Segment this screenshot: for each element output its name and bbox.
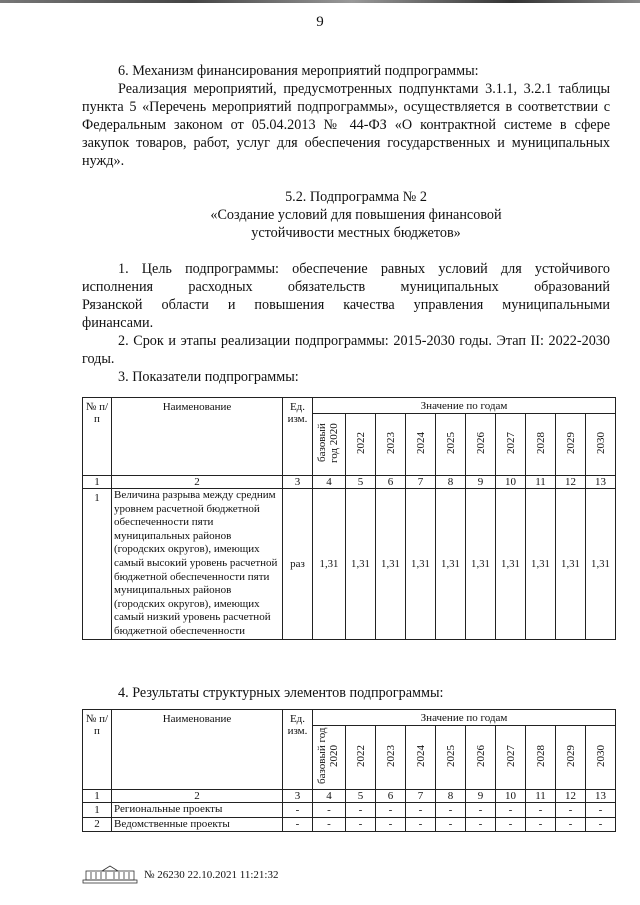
header-year: 2027 xyxy=(496,414,526,476)
header-base-year: базовый год 2020 xyxy=(313,726,346,790)
row-value: 1,31 xyxy=(526,489,556,640)
col-number: 6 xyxy=(376,476,406,489)
subprogram-heading: 5.2. Подпрограмма № 2 xyxy=(285,189,427,205)
header-num: № п/п xyxy=(83,398,112,476)
row-value: - xyxy=(526,803,556,818)
row-unit: - xyxy=(283,817,313,832)
row-value: - xyxy=(376,817,406,832)
row-value: - xyxy=(556,817,586,832)
header-year: 2022 xyxy=(346,414,376,476)
header-name: Наименование xyxy=(112,398,283,476)
registration-id xyxy=(144,869,278,881)
header-name: Наименование xyxy=(112,710,283,790)
subprogram-title-line2: устойчивости местных бюджетов» xyxy=(251,225,461,241)
results-table xyxy=(82,709,616,832)
row-value: - xyxy=(556,803,586,818)
header-year: 2030 xyxy=(586,414,616,476)
row-name: Величина разрыва между средним уровнем расчетной бюджетной обеспеченности пяти муниципальных районов (городских округов), имеющих самый высокий уровень расчетной бюджетной обеспеченности пяти муниципальных районов (городских округов), имеющих самый низкий уровень расчетной бюджетной обеспеченности xyxy=(112,489,283,640)
header-year: 2022 xyxy=(346,726,376,790)
col-number: 12 xyxy=(556,476,586,489)
header-unit: Ед. изм. xyxy=(283,398,313,476)
row-value: - xyxy=(406,803,436,818)
row-value: - xyxy=(376,803,406,818)
row-value: 1,31 xyxy=(313,489,346,640)
row-value: - xyxy=(406,817,436,832)
table-row xyxy=(83,817,616,832)
col-number: 3 xyxy=(283,790,313,803)
row-value: - xyxy=(436,803,466,818)
doc-datetime: 22.10.2021 11:21:32 xyxy=(187,869,279,881)
col-number: 13 xyxy=(586,476,616,489)
col-number: 10 xyxy=(496,790,526,803)
subprogram-title-line1: «Создание условий для повышения финансовой xyxy=(210,207,502,223)
building-stamp-icon xyxy=(82,864,138,887)
header-year: 2024 xyxy=(406,726,436,790)
col-number: 5 xyxy=(346,790,376,803)
row-value: 1,31 xyxy=(346,489,376,640)
header-values-by-year: Значение по годам xyxy=(313,710,616,726)
row-value: - xyxy=(313,817,346,832)
goal-line2: исполнения расходных обязательств муниципальных образований xyxy=(82,279,610,295)
col-number: 9 xyxy=(466,476,496,489)
results-title: 4. Результаты структурных элементов подпрограммы: xyxy=(118,685,444,701)
goal-line1: 1. Цель подпрограммы: обеспечение равных условий для устойчивого xyxy=(118,261,610,277)
col-number: 7 xyxy=(406,476,436,489)
row-value: 1,31 xyxy=(496,489,526,640)
col-number: 2 xyxy=(112,476,283,489)
row-value: - xyxy=(346,817,376,832)
row-value: 1,31 xyxy=(586,489,616,640)
row-value: - xyxy=(496,817,526,832)
header-year: 2026 xyxy=(466,726,496,790)
row-num: 1 xyxy=(83,489,112,640)
indicators-title: 3. Показатели подпрограммы: xyxy=(118,369,299,385)
row-value: 1,31 xyxy=(466,489,496,640)
row-value: 1,31 xyxy=(436,489,466,640)
section6-body: Реализация мероприятий, предусмотренных подпунктами 3.1.1, 3.2.1 таблицы пункта 5 «Перечень мероприятий подпрограммы», осуществляется в соответствии с Федеральным законом от 05.04.2013 № 44-ФЗ «О контрактной системе в сфере закупок товаров, работ, услуг для обеспечения государственных и муниципальных нужд». xyxy=(82,81,610,169)
col-number: 5 xyxy=(346,476,376,489)
goal-line4: финансами. xyxy=(82,315,154,331)
row-value: - xyxy=(346,803,376,818)
row-num: 1 xyxy=(83,803,112,818)
header-year: 2026 xyxy=(466,414,496,476)
header-year: 2023 xyxy=(376,726,406,790)
col-number: 13 xyxy=(586,790,616,803)
scan-top-edge xyxy=(0,0,640,3)
row-name: Региональные проекты xyxy=(112,803,283,818)
row-value: 1,31 xyxy=(376,489,406,640)
section6-title: 6. Механизм финансирования мероприятий подпрограммы: xyxy=(118,63,479,79)
row-value: - xyxy=(526,817,556,832)
table-row xyxy=(83,489,616,640)
col-number: 9 xyxy=(466,790,496,803)
row-unit: - xyxy=(283,803,313,818)
goal-line3: Рязанской области и повышения качества управления муниципальными xyxy=(82,297,610,313)
row-value: - xyxy=(496,803,526,818)
header-year: 2025 xyxy=(436,414,466,476)
col-number: 3 xyxy=(283,476,313,489)
header-unit: Ед. изм. xyxy=(283,710,313,790)
header-num: № п/п xyxy=(83,710,112,790)
header-year: 2030 xyxy=(586,726,616,790)
col-number: 4 xyxy=(313,476,346,489)
col-number: 4 xyxy=(313,790,346,803)
col-number: 10 xyxy=(496,476,526,489)
col-number: 1 xyxy=(83,476,112,489)
header-year: 2028 xyxy=(526,726,556,790)
col-number: 2 xyxy=(112,790,283,803)
header-year: 2024 xyxy=(406,414,436,476)
row-name: Ведомственные проекты xyxy=(112,817,283,832)
row-unit: раз xyxy=(283,489,313,640)
doc-number: № 26230 xyxy=(144,869,185,881)
table-row xyxy=(83,803,616,818)
col-number: 8 xyxy=(436,790,466,803)
row-num: 2 xyxy=(83,817,112,832)
col-number: 1 xyxy=(83,790,112,803)
row-value: - xyxy=(436,817,466,832)
header-year: 2029 xyxy=(556,726,586,790)
header-year: 2025 xyxy=(436,726,466,790)
row-value: 1,31 xyxy=(406,489,436,640)
row-value: - xyxy=(586,817,616,832)
header-year: 2028 xyxy=(526,414,556,476)
header-base-year: базовый год 2020 xyxy=(313,414,346,476)
row-value: 1,31 xyxy=(556,489,586,640)
row-value: - xyxy=(586,803,616,818)
col-number: 7 xyxy=(406,790,436,803)
header-year: 2023 xyxy=(376,414,406,476)
col-number: 11 xyxy=(526,476,556,489)
header-year: 2027 xyxy=(496,726,526,790)
page-number: 9 xyxy=(316,14,324,30)
row-value: - xyxy=(466,817,496,832)
indicators-table xyxy=(82,397,616,640)
header-year: 2029 xyxy=(556,414,586,476)
row-value: - xyxy=(466,803,496,818)
col-number: 6 xyxy=(376,790,406,803)
header-values-by-year: Значение по годам xyxy=(313,398,616,414)
row-value: - xyxy=(313,803,346,818)
col-number: 12 xyxy=(556,790,586,803)
col-number: 8 xyxy=(436,476,466,489)
col-number: 11 xyxy=(526,790,556,803)
term-paragraph: 2. Срок и этапы реализации подпрограммы: 2015-2030 годы. Этап II: 2022-2030 годы. xyxy=(82,333,610,367)
